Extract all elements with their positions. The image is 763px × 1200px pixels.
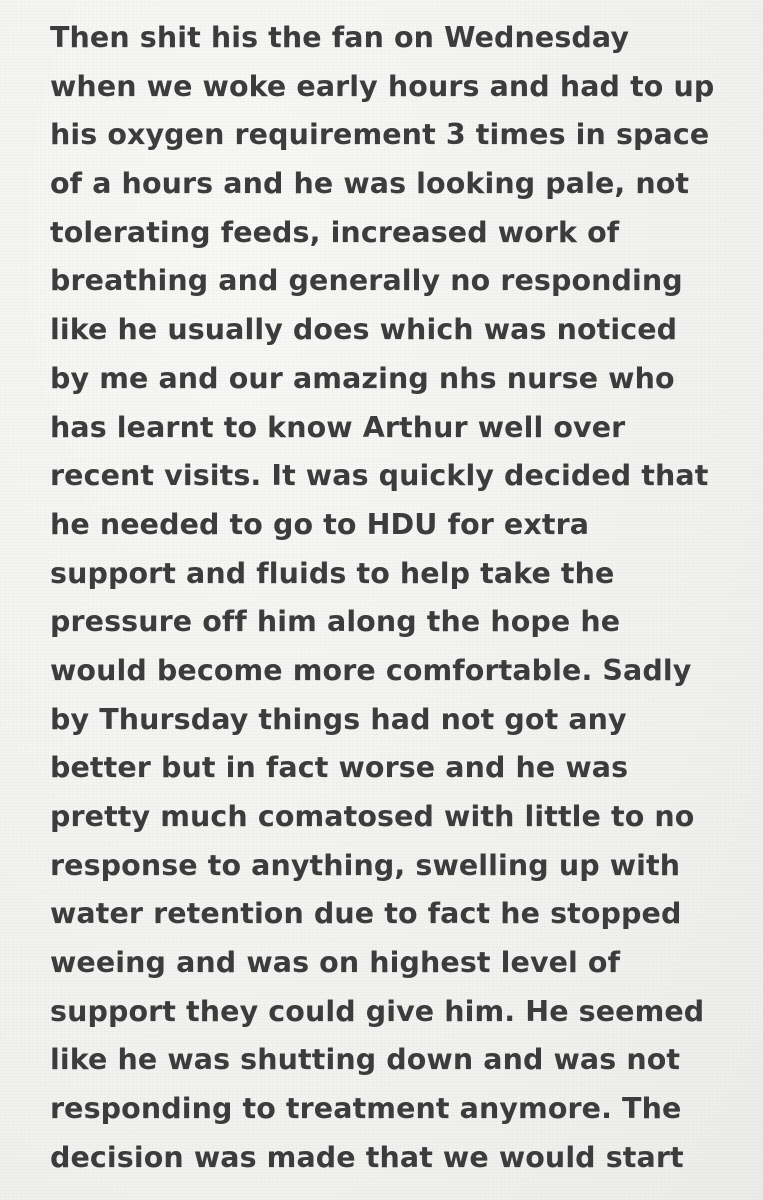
text-line: has learnt to know Arthur well over [50,410,626,444]
text-line: responding to treatment anymore. The [50,1092,682,1126]
text-line: his oxygen requirement 3 times in space [50,118,710,152]
text-line: better but in fact worse and he was [50,751,629,785]
note-body [50,14,750,1183]
text-line: by me and our amazing nhs nurse who [50,361,675,395]
text-line: pretty much comatosed with little to no [50,800,695,833]
text-line: breathing and generally no responding [50,264,683,298]
text-line: by Thursday things had not got any [50,702,627,736]
text-line: water retention due to fact he stopped [50,897,682,931]
text-line: support and fluids to help take the [50,556,615,590]
text-line: of a hours and he was looking pale, not [50,167,690,201]
text-line: like he usually does which was noticed [50,313,678,347]
text-line: would become more comfortable. Sadly [50,653,692,687]
text-line: pressure off him along the hope he [50,605,621,639]
text-line: decision was made that we would start [50,1140,684,1174]
text-line: response to anything, swelling up with [50,848,681,882]
text-line: weeing and was on highest level of [50,946,621,980]
text-line: recent visits. It was quickly decided that [50,459,709,493]
text-line: Then shit his the fan on Wednesday [50,21,630,54]
text-line: support they could give him. He seemed [50,994,705,1028]
text-line: when we woke early hours and had to up [50,69,715,103]
text-line: like he was shutting down and was not [50,1043,681,1077]
text-line: he needed to go to HDU for extra [50,507,590,541]
text-line: tolerating feeds, increased work of [50,215,620,249]
